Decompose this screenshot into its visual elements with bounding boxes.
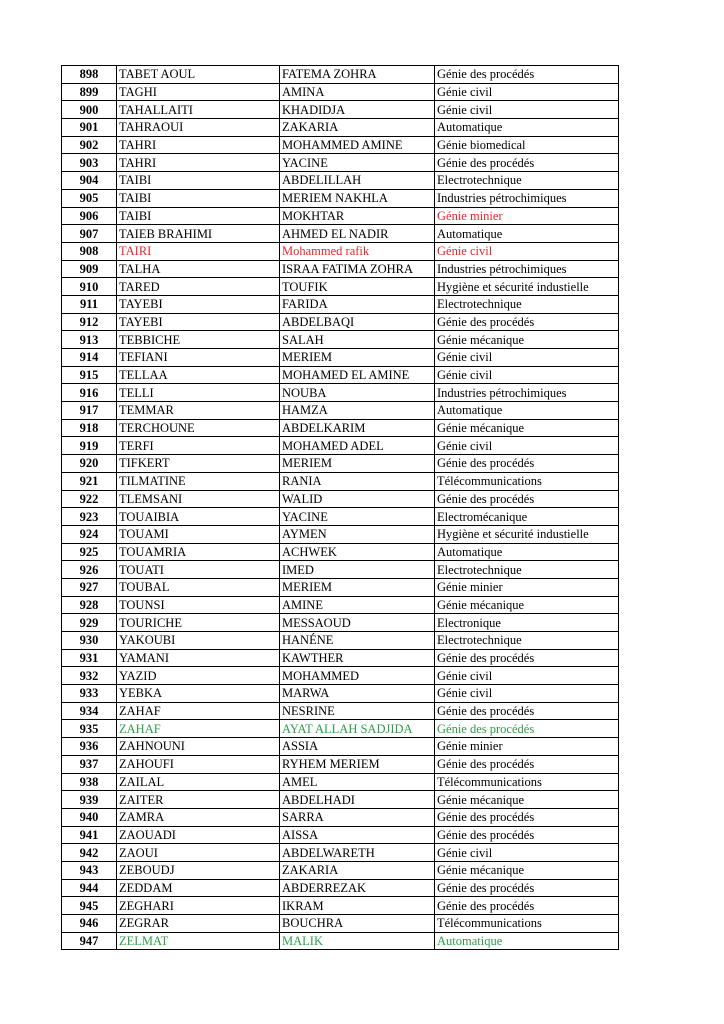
specialty-cell: Automatique xyxy=(435,932,619,950)
last-name-cell: TLEMSANI xyxy=(117,490,280,508)
row-number: 900 xyxy=(62,101,117,119)
table-row xyxy=(62,720,619,738)
specialty-cell: Génie mécanique xyxy=(435,861,619,879)
specialty-cell: Génie des procédés xyxy=(435,808,619,826)
specialty-cell: Electrotechnique xyxy=(435,632,619,650)
last-name-cell: TAHRI xyxy=(117,154,280,172)
last-name-cell: TEFIANI xyxy=(117,349,280,367)
table-row xyxy=(62,384,619,402)
first-name-cell: AYMEN xyxy=(280,525,435,543)
row-number: 913 xyxy=(62,331,117,349)
last-name-cell: ZEGRAR xyxy=(117,915,280,933)
last-name-cell: ZAHAF xyxy=(117,702,280,720)
row-number: 906 xyxy=(62,207,117,225)
first-name-cell: ABDELBAQI xyxy=(280,313,435,331)
table-row xyxy=(62,773,619,791)
table-row xyxy=(62,791,619,809)
specialty-cell: Génie civil xyxy=(435,349,619,367)
table-row xyxy=(62,154,619,172)
specialty-cell: Electromécanique xyxy=(435,508,619,526)
last-name-cell: TAIRI xyxy=(117,242,280,260)
first-name-cell: AMINA xyxy=(280,83,435,101)
specialty-cell: Génie mécanique xyxy=(435,419,619,437)
last-name-cell: TELLI xyxy=(117,384,280,402)
last-name-cell: TERCHOUNE xyxy=(117,419,280,437)
row-number: 915 xyxy=(62,366,117,384)
first-name-cell: ABDERREZAK xyxy=(280,879,435,897)
row-number: 923 xyxy=(62,508,117,526)
row-number: 916 xyxy=(62,384,117,402)
last-name-cell: YAZID xyxy=(117,667,280,685)
first-name-cell: HANÉNE xyxy=(280,632,435,650)
row-number: 941 xyxy=(62,826,117,844)
last-name-cell: ZAILAL xyxy=(117,773,280,791)
last-name-cell: TOUNSI xyxy=(117,596,280,614)
table-row xyxy=(62,826,619,844)
last-name-cell: ZEDDAM xyxy=(117,879,280,897)
first-name-cell: NESRINE xyxy=(280,702,435,720)
table-row xyxy=(62,632,619,650)
specialty-cell: Télécommunications xyxy=(435,915,619,933)
row-number: 902 xyxy=(62,136,117,154)
row-number: 928 xyxy=(62,596,117,614)
specialty-cell: Génie civil xyxy=(435,667,619,685)
first-name-cell: ASSIA xyxy=(280,738,435,756)
specialty-cell: Génie civil xyxy=(435,366,619,384)
last-name-cell: TAHRI xyxy=(117,136,280,154)
last-name-cell: TOUAIBIA xyxy=(117,508,280,526)
specialty-cell: Electrotechnique xyxy=(435,172,619,190)
last-name-cell: TARED xyxy=(117,278,280,296)
table-row xyxy=(62,932,619,950)
last-name-cell: YAKOUBI xyxy=(117,632,280,650)
table-row xyxy=(62,366,619,384)
specialty-cell: Industries pétrochimiques xyxy=(435,260,619,278)
last-name-cell: TEBBICHE xyxy=(117,331,280,349)
table-row xyxy=(62,561,619,579)
first-name-cell: YACINE xyxy=(280,508,435,526)
student-list-table xyxy=(61,65,619,950)
row-number: 933 xyxy=(62,685,117,703)
last-name-cell: TEMMAR xyxy=(117,402,280,420)
table-row xyxy=(62,685,619,703)
specialty-cell: Génie biomedical xyxy=(435,136,619,154)
first-name-cell: RANIA xyxy=(280,472,435,490)
last-name-cell: YEBKA xyxy=(117,685,280,703)
specialty-cell: Génie des procédés xyxy=(435,720,619,738)
last-name-cell: ZAHNOUNI xyxy=(117,738,280,756)
row-number: 899 xyxy=(62,83,117,101)
first-name-cell: FATEMA ZOHRA xyxy=(280,66,435,84)
specialty-cell: Génie des procédés xyxy=(435,702,619,720)
specialty-cell: Génie des procédés xyxy=(435,826,619,844)
specialty-cell: Génie mécanique xyxy=(435,596,619,614)
specialty-cell: Génie des procédés xyxy=(435,66,619,84)
first-name-cell: KAWTHER xyxy=(280,649,435,667)
row-number: 914 xyxy=(62,349,117,367)
specialty-cell: Génie minier xyxy=(435,207,619,225)
first-name-cell: ZAKARIA xyxy=(280,861,435,879)
table-row xyxy=(62,225,619,243)
specialty-cell: Génie des procédés xyxy=(435,649,619,667)
last-name-cell: ZAHOUFI xyxy=(117,755,280,773)
first-name-cell: TOUFIK xyxy=(280,278,435,296)
specialty-cell: Industries pétrochimiques xyxy=(435,189,619,207)
row-number: 912 xyxy=(62,313,117,331)
row-number: 939 xyxy=(62,791,117,809)
specialty-cell: Génie des procédés xyxy=(435,313,619,331)
last-name-cell: YAMANI xyxy=(117,649,280,667)
first-name-cell: SARRA xyxy=(280,808,435,826)
last-name-cell: TILMATINE xyxy=(117,472,280,490)
last-name-cell: TERFI xyxy=(117,437,280,455)
row-number: 927 xyxy=(62,578,117,596)
row-number: 936 xyxy=(62,738,117,756)
table-row xyxy=(62,189,619,207)
first-name-cell: ACHWEK xyxy=(280,543,435,561)
last-name-cell: ZEGHARI xyxy=(117,897,280,915)
table-row xyxy=(62,525,619,543)
table-row xyxy=(62,278,619,296)
specialty-cell: Génie civil xyxy=(435,844,619,862)
specialty-cell: Electrotechnique xyxy=(435,561,619,579)
first-name-cell: MOHAMED ADEL xyxy=(280,437,435,455)
last-name-cell: TOUAMRIA xyxy=(117,543,280,561)
first-name-cell: HAMZA xyxy=(280,402,435,420)
table-row xyxy=(62,119,619,137)
first-name-cell: ABDELKARIM xyxy=(280,419,435,437)
row-number: 924 xyxy=(62,525,117,543)
table-row xyxy=(62,172,619,190)
specialty-cell: Automatique xyxy=(435,225,619,243)
specialty-cell: Télécommunications xyxy=(435,472,619,490)
first-name-cell: IKRAM xyxy=(280,897,435,915)
table-row xyxy=(62,755,619,773)
row-number: 940 xyxy=(62,808,117,826)
table-row xyxy=(62,207,619,225)
specialty-cell: Génie des procédés xyxy=(435,755,619,773)
last-name-cell: TOUAMI xyxy=(117,525,280,543)
first-name-cell: ABDELHADI xyxy=(280,791,435,809)
specialty-cell: Electrotechnique xyxy=(435,295,619,313)
row-number: 904 xyxy=(62,172,117,190)
table-row xyxy=(62,490,619,508)
table-row xyxy=(62,844,619,862)
first-name-cell: MESSAOUD xyxy=(280,614,435,632)
table-row xyxy=(62,295,619,313)
row-number: 945 xyxy=(62,897,117,915)
row-number: 903 xyxy=(62,154,117,172)
first-name-cell: MALIK xyxy=(280,932,435,950)
row-number: 937 xyxy=(62,755,117,773)
row-number: 925 xyxy=(62,543,117,561)
first-name-cell: AMINE xyxy=(280,596,435,614)
last-name-cell: ZAHAF xyxy=(117,720,280,738)
first-name-cell: MERIEM xyxy=(280,578,435,596)
table-row xyxy=(62,596,619,614)
first-name-cell: FARIDA xyxy=(280,295,435,313)
row-number: 938 xyxy=(62,773,117,791)
first-name-cell: MARWA xyxy=(280,685,435,703)
row-number: 943 xyxy=(62,861,117,879)
first-name-cell: MERIEM NAKHLA xyxy=(280,189,435,207)
first-name-cell: ABDELWARETH xyxy=(280,844,435,862)
first-name-cell: MOHAMMED AMINE xyxy=(280,136,435,154)
row-number: 926 xyxy=(62,561,117,579)
table-row xyxy=(62,702,619,720)
specialty-cell: Génie des procédés xyxy=(435,897,619,915)
last-name-cell: ZEBOUDJ xyxy=(117,861,280,879)
first-name-cell: AYAT ALLAH SADJIDA xyxy=(280,720,435,738)
table-row xyxy=(62,897,619,915)
table-row xyxy=(62,472,619,490)
first-name-cell: MOHAMMED xyxy=(280,667,435,685)
table-row xyxy=(62,455,619,473)
row-number: 907 xyxy=(62,225,117,243)
last-name-cell: TAIEB BRAHIMI xyxy=(117,225,280,243)
first-name-cell: MOHAMED EL AMINE xyxy=(280,366,435,384)
last-name-cell: TAIBI xyxy=(117,189,280,207)
specialty-cell: Génie des procédés xyxy=(435,455,619,473)
specialty-cell: Hygiène et sécurité industielle xyxy=(435,278,619,296)
row-number: 929 xyxy=(62,614,117,632)
row-number: 898 xyxy=(62,66,117,84)
table-row xyxy=(62,543,619,561)
row-number: 922 xyxy=(62,490,117,508)
table-row xyxy=(62,136,619,154)
last-name-cell: TOUBAL xyxy=(117,578,280,596)
row-number: 911 xyxy=(62,295,117,313)
first-name-cell: AISSA xyxy=(280,826,435,844)
first-name-cell: NOUBA xyxy=(280,384,435,402)
table-row xyxy=(62,879,619,897)
last-name-cell: TAIBI xyxy=(117,172,280,190)
last-name-cell: TAYEBI xyxy=(117,313,280,331)
last-name-cell: TABET AOUL xyxy=(117,66,280,84)
last-name-cell: TELLAA xyxy=(117,366,280,384)
table-row xyxy=(62,260,619,278)
specialty-cell: Automatique xyxy=(435,119,619,137)
row-number: 908 xyxy=(62,242,117,260)
table-row xyxy=(62,649,619,667)
table-row xyxy=(62,578,619,596)
first-name-cell: SALAH xyxy=(280,331,435,349)
table-row xyxy=(62,915,619,933)
row-number: 932 xyxy=(62,667,117,685)
first-name-cell: BOUCHRA xyxy=(280,915,435,933)
table-row xyxy=(62,614,619,632)
first-name-cell: WALID xyxy=(280,490,435,508)
last-name-cell: TIFKERT xyxy=(117,455,280,473)
last-name-cell: TAHALLAITI xyxy=(117,101,280,119)
row-number: 947 xyxy=(62,932,117,950)
last-name-cell: TOUATI xyxy=(117,561,280,579)
last-name-cell: ZAMRA xyxy=(117,808,280,826)
specialty-cell: Génie mécanique xyxy=(435,331,619,349)
table-row xyxy=(62,808,619,826)
specialty-cell: Génie civil xyxy=(435,685,619,703)
first-name-cell: IMED xyxy=(280,561,435,579)
specialty-cell: Télécommunications xyxy=(435,773,619,791)
specialty-cell: Génie minier xyxy=(435,738,619,756)
specialty-cell: Génie minier xyxy=(435,578,619,596)
table-row xyxy=(62,738,619,756)
specialty-cell: Génie des procédés xyxy=(435,154,619,172)
last-name-cell: ZAOUI xyxy=(117,844,280,862)
table-row xyxy=(62,667,619,685)
row-number: 935 xyxy=(62,720,117,738)
specialty-cell: Electronique xyxy=(435,614,619,632)
row-number: 930 xyxy=(62,632,117,650)
table-row xyxy=(62,508,619,526)
table-row xyxy=(62,66,619,84)
row-number: 910 xyxy=(62,278,117,296)
last-name-cell: TOURICHE xyxy=(117,614,280,632)
last-name-cell: TAYEBI xyxy=(117,295,280,313)
last-name-cell: TAHRAOUI xyxy=(117,119,280,137)
first-name-cell: KHADIDJA xyxy=(280,101,435,119)
first-name-cell: MERIEM xyxy=(280,349,435,367)
row-number: 918 xyxy=(62,419,117,437)
table-row xyxy=(62,419,619,437)
first-name-cell: MERIEM xyxy=(280,455,435,473)
first-name-cell: AHMED EL NADIR xyxy=(280,225,435,243)
specialty-cell: Automatique xyxy=(435,402,619,420)
first-name-cell: ZAKARIA xyxy=(280,119,435,137)
table-row xyxy=(62,349,619,367)
specialty-cell: Automatique xyxy=(435,543,619,561)
table-row xyxy=(62,313,619,331)
specialty-cell: Génie civil xyxy=(435,242,619,260)
specialty-cell: Génie civil xyxy=(435,437,619,455)
first-name-cell: AMEL xyxy=(280,773,435,791)
table-body xyxy=(62,66,619,950)
first-name-cell: ISRAA FATIMA ZOHRA xyxy=(280,260,435,278)
table-row xyxy=(62,402,619,420)
row-number: 919 xyxy=(62,437,117,455)
first-name-cell: YACINE xyxy=(280,154,435,172)
first-name-cell: RYHEM MERIEM xyxy=(280,755,435,773)
last-name-cell: TAIBI xyxy=(117,207,280,225)
last-name-cell: ZAITER xyxy=(117,791,280,809)
last-name-cell: TALHA xyxy=(117,260,280,278)
last-name-cell: ZELMAT xyxy=(117,932,280,950)
specialty-cell: Génie des procédés xyxy=(435,879,619,897)
row-number: 917 xyxy=(62,402,117,420)
row-number: 942 xyxy=(62,844,117,862)
row-number: 905 xyxy=(62,189,117,207)
row-number: 921 xyxy=(62,472,117,490)
row-number: 946 xyxy=(62,915,117,933)
first-name-cell: Mohammed rafik xyxy=(280,242,435,260)
table-row xyxy=(62,101,619,119)
row-number: 944 xyxy=(62,879,117,897)
table-row xyxy=(62,437,619,455)
last-name-cell: TAGHI xyxy=(117,83,280,101)
last-name-cell: ZAOUADI xyxy=(117,826,280,844)
table-row xyxy=(62,242,619,260)
specialty-cell: Génie des procédés xyxy=(435,490,619,508)
row-number: 901 xyxy=(62,119,117,137)
specialty-cell: Génie mécanique xyxy=(435,791,619,809)
first-name-cell: ABDELILLAH xyxy=(280,172,435,190)
row-number: 934 xyxy=(62,702,117,720)
specialty-cell: Hygiène et sécurité industielle xyxy=(435,525,619,543)
table-row xyxy=(62,83,619,101)
first-name-cell: MOKHTAR xyxy=(280,207,435,225)
row-number: 931 xyxy=(62,649,117,667)
table-row xyxy=(62,331,619,349)
table-row xyxy=(62,861,619,879)
row-number: 909 xyxy=(62,260,117,278)
specialty-cell: Industries pétrochimiques xyxy=(435,384,619,402)
row-number: 920 xyxy=(62,455,117,473)
specialty-cell: Génie civil xyxy=(435,83,619,101)
specialty-cell: Génie civil xyxy=(435,101,619,119)
